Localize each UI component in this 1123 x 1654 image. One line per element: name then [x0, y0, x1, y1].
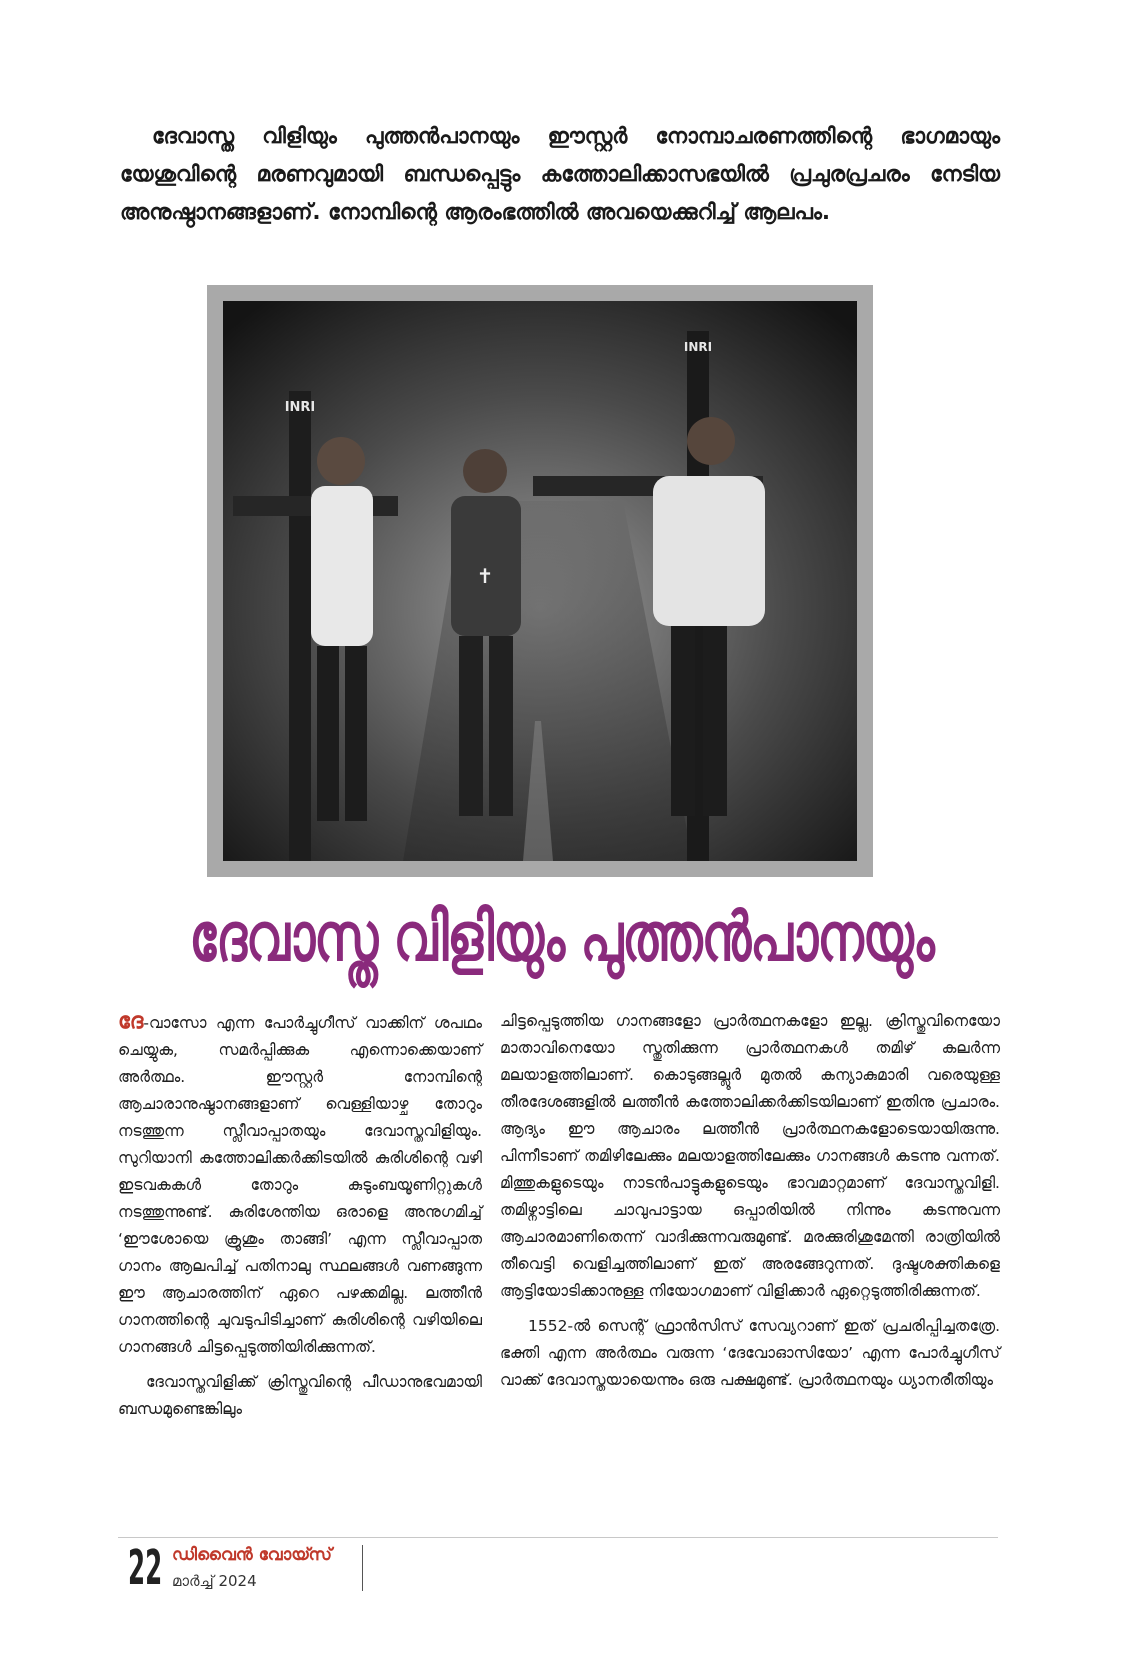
article-headline: ദേവാസ്ത വിളിയും പുത്തൻപാനയും [189, 898, 934, 977]
paragraph: ദേവാസ്തവിളിക്ക് ക്രിസ്തുവിന്റെ പീഡാനുഭവമായി ബന്ധമുണ്ടെങ്കിലും [118, 1373, 482, 1418]
footer-rule [362, 1545, 363, 1591]
paragraph [118, 1008, 482, 1361]
svg-text:✝: ✝ [476, 564, 494, 588]
paragraph: ചിട്ടപ്പെടുത്തിയ ഗാനങ്ങളോ പ്രാർത്ഥനകളോ ഇല്ല. ക്രിസ്തുവിനെയോ മാതാവിനെയോ സ്തുതിക്കുന്ന പ്രാർത്ഥനകൾ തമിഴ് കലർന്ന മലയാളത്തിലാണ്. കൊടുങ്ങല്ലൂർ മുതൽ കന്യാകുമാരി വരെയുള്ള തീരദേശങ്ങളിൽ ലത്തീൻ കത്തോലിക്കർക്കിടയിലാണ് ഇതിനു പ്രചാരം. ആദ്യം ഈ ആചാരം ലത്തീൻ പ്രാർത്ഥനകളോടെയായിരുന്നു. പിന്നീടാണ് തമിഴിലേക്കും മലയാളത്തിലേക്കും ഗാനങ്ങൾ കടന്നു വന്നത്. മിത്തുകളുടെയും നാടൻപാട്ടുകളുടെയും ഭാവമാറ്റമാണ് ദേവാസ്തവിളി. തമിഴ്നാട്ടിലെ ചാവുപാട്ടായ ഒപ്പാരിയിൽ നിന്നും കടന്നുവന്ന ആചാരമാണിതെന്ന് വാദിക്കുന്നവരുമുണ്ട്. മരക്കുരിശുമേന്തി രാത്രിയിൽ തീവെട്ടി വെളിച്ചത്തിലാണ് ഇത് അരങ്ങേറുന്നത്. ദുഷ്ടശക്തികളെ ആട്ടിയോടിക്കാനുള്ള നിയോഗമാണ് വിളിക്കാർ ഏറ്റെടുത്തിരിക്കുന്നത്. [500, 1012, 1000, 1300]
article-column-left [118, 1008, 482, 1431]
magazine-name: ഡിവൈൻ വോയ്സ് [172, 1545, 332, 1565]
cross-label-left: INRI [284, 400, 316, 415]
cross-label-right: INRI [683, 340, 713, 354]
footer-divider [118, 1537, 998, 1538]
issue-date: മാർച്ച് 2024 [172, 1572, 257, 1590]
page-number: 22 [128, 1540, 163, 1597]
paragraph: 1552-ൽ സെന്റ് ഫ്രാൻസിസ് സേവ്യറാണ് ഇത് പ്രചരിപ്പിച്ചതത്രേ. ഭക്തി എന്ന അർത്ഥം വരുന്ന ‘ദേവോഓസിയോ’ എന്ന പോർച്ചുഗീസ് വാക്ക് ദേവാസ്തയായെന്നും ഒരു പക്ഷമുണ്ട്. പ്രാർത്ഥനയും ധ്യാനരീതിയും [500, 1317, 1000, 1389]
photo-men-with-crosses [223, 301, 857, 861]
paragraph-text: -വാസോ എന്ന പോർച്ചുഗീസ് വാക്കിന് ശപഥം ചെയ്യുക, സമർപ്പിക്കുക എന്നൊക്കെയാണ് അർത്ഥം. ഈസ്റ്റർ നോമ്പിന്റെ ആചാരാനുഷ്ഠാനങ്ങളാണ് വെള്ളിയാഴ്ച തോറും നടത്തുന്ന സ്ലീവാപ്പാതയും ദേവാസ്തവിളിയും. സുറിയാനി കത്തോലിക്കർക്കിടയിൽ കുരിശിന്റെ വഴി ഇടവകകൾ തോറും കുടുംബയൂണിറ്റുകൾ നടത്തുന്നുണ്ട്. കുരിശേന്തിയ ഒരാളെ അനുഗമിച്ച് ‘ഈശോയെ ക്രൂശും താങ്ങി’ എന്ന സ്ലീവാപ്പാത ഗാനം ആലപിച്ച് പതിനാലു സ്ഥലങ്ങൾ വണങ്ങുന്ന ഈ ആചാരത്തിന് ഏറെ പഴക്കമില്ല. ലത്തീൻ ഗാനത്തിന്റെ ചുവടുപിടിച്ചാണ് കുരിശിന്റെ വഴിയിലെ ഗാനങ്ങൾ ചിട്ടപ്പെടുത്തിയിരിക്കുന്നത്. [118, 1014, 482, 1356]
drop-cap: ദേ [118, 1009, 144, 1034]
photo-frame [207, 285, 873, 877]
intro-paragraph: ദേവാസ്ത വിളിയും പുത്തൻപാനയും ഈസ്റ്റർ നോമ്പാചരണത്തിന്റെ ഭാഗമായും യേശുവിന്റെ മരണവുമായി ബന്ധപ്പെട്ടും കത്തോലിക്കാസഭയിൽ പ്രചുരപ്രചരം നേടിയ അനുഷ്ഠാനങ്ങളാണ്. നോമ്പിന്റെ ആരംഭത്തിൽ അവയെക്കുറിച്ച് ആലപം. [120, 124, 1000, 225]
article-column-right [500, 1008, 1000, 1402]
